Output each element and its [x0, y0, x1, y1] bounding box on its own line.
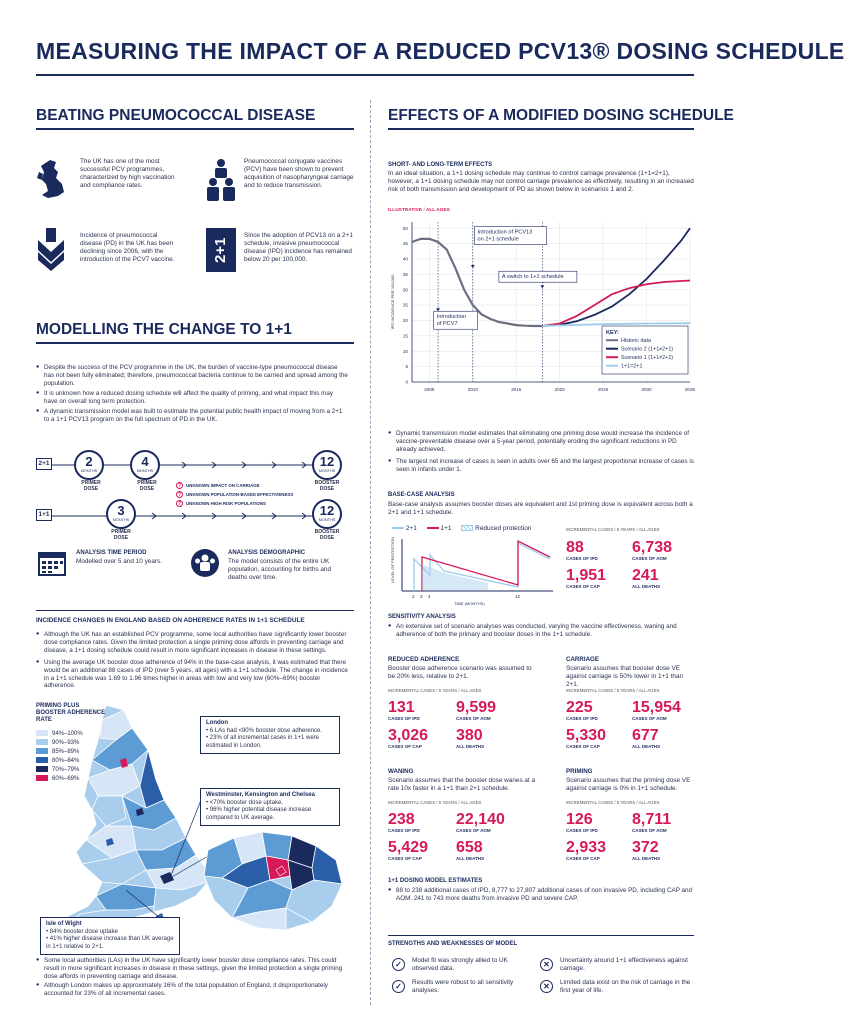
- uk-map-icon: [36, 158, 66, 200]
- beating-text-1: The UK has one of the most successful PCV programmes, characterized by high vaccination and compliance rates.: [80, 158, 175, 189]
- legend-item-2: 90%–93%: [36, 739, 83, 748]
- sens-bullet: ● An extensive set of scenario analyses was conducted, varying the vaccine effectiveness, waning and adherence of both the primary and booster doses in the 1+1 schedule.: [388, 623, 694, 639]
- row-11-label: 1+1: [36, 509, 52, 521]
- incidence-bottom-1: ● Some local authorities (LAs) in the UK have significantly lower booster dose compliance rates. This could result in more significant increases in disease in these settings, given the limited protection a single priming dose affords in preventing carriage and disease.: [36, 957, 350, 980]
- sens-block-adherence: REDUCED ADHERENCE Booster dose adherence scenario was assumed to be 20% less, relative to 2+1. INCREMENTAL CASES / 5 YEARS / ALL AGES: [388, 656, 532, 693]
- month-4-circle: 4 MONTHS: [130, 450, 160, 480]
- modelling-rule: [36, 342, 354, 344]
- adh-stat-2: 9,599 CASES OF AOM: [456, 699, 497, 721]
- estimates-title: 1+1 DOSING MODEL ESTIMATES: [388, 878, 483, 884]
- cross-icon: ✕: [540, 980, 553, 993]
- westminster-callout: [200, 788, 340, 826]
- down-arrow-icon: [36, 228, 66, 272]
- sens-title: SENSITIVITY ANALYSIS: [388, 614, 456, 620]
- base-stat-1: 88 CASES OF IPD: [566, 539, 598, 561]
- incidence-bullet-1: ● Although the UK has an established PCV programme, some local authorities have significantly lower booster dose compliance rates. Given the limited protection a single priming dose affords in preventing carriage and disease, a 1+1 dosing schedule could result in more significant increases in disease in these settings.: [36, 631, 350, 654]
- analysis-demo-text: The model consists of the entire UK population, accounting for births and deaths over time.: [228, 558, 332, 581]
- y-axis-label: IPD INCIDENCE PER 100,000: [390, 274, 395, 330]
- unknowns-list: [176, 481, 293, 508]
- pri-stat-1: 126 CASES OF IPD: [566, 811, 598, 833]
- sens-block-carriage: CARRIAGE Scenario assumes that booster dose VE against carriage is 50% lower in 1+1 than 2+1. INCREMENTAL CASES / 5 YEARS / ALL AGES: [566, 656, 684, 693]
- effects-title: EFFECTS OF A MODIFIED DOSING SCHEDULE: [388, 107, 734, 124]
- y-tick-label: 5: [405, 364, 408, 370]
- booster-label-2: BOOSTER DOSE: [314, 529, 340, 541]
- adh-stat-1: 131 CASES OF IPD: [388, 699, 420, 721]
- check-icon: ✓: [392, 980, 405, 993]
- sl-title: SHORT- AND LONG-TERM EFFECTS: [388, 162, 493, 168]
- westminster-title: Westminster, Kensington and Chelsea: [206, 792, 315, 798]
- tick-4: 4: [428, 594, 431, 599]
- effects-bullet-1: ● Dynamic transmission model estimates that eliminating one priming dose would increase the incidence of vaccine-preventable disease over a 5-year period, potentially eroding the significant reductions in PD already achieved.: [388, 430, 694, 453]
- adh-stat-3: 3,026 CASES OF CAP: [388, 727, 429, 749]
- base-stat-2: 6,738 CASES OF AOM: [632, 539, 673, 561]
- unknown-2: ? UNKNOWN POPULATION-BASED EFFECTIVENESS: [177, 492, 294, 498]
- row-11-arrows: [52, 513, 342, 519]
- incidence-bottom-2: ● Although London makes up approximately 16% of the total population of England, it disproportionately accounted for 23% of all incremental cases.: [36, 982, 350, 998]
- analysis-period-text: Modelled over 5 and 10 years.: [76, 558, 162, 565]
- event-marker: [471, 265, 475, 268]
- sens-block-priming: PRIMING Scenario assumes that the priming dose VE against carriage is 0% in 1+1 schedule. INCREMENTAL CASES / 5 YEARS / ALL AGES: [566, 768, 691, 805]
- westminster-b2: • 96% higher potential disease increase compared to UK average.: [206, 807, 312, 821]
- modelling-title: MODELLING THE CHANGE TO 1+1: [36, 321, 292, 338]
- event-marker: [540, 285, 544, 288]
- chart-legend-title: KEY:: [606, 330, 619, 336]
- estimates-text: ● 88 to 238 additional cases of IPD, 8,777 to 27,807 additional cases of non invasive PD, including CAP and AOM. 241 to 743 more deaths from invasive PD and severe CAP.: [388, 887, 694, 903]
- base-title: BASE-CASE ANALYSIS: [388, 492, 455, 498]
- check-icon: ✓: [392, 958, 405, 971]
- x-tick-label: 2010: [467, 387, 478, 392]
- strength-2: Results were robust to all sensitivity analyses.: [412, 979, 514, 994]
- row-21-label: 2+1: [36, 458, 52, 470]
- y-tick-label: 0: [405, 379, 408, 385]
- y-tick-label: 45: [402, 241, 408, 247]
- beating-rule: [36, 128, 354, 130]
- protection-chart: [388, 535, 558, 607]
- base-legend: 2+1 1+1 Reduced protection: [392, 525, 532, 532]
- page-title: MEASURING THE IMPACT OF A REDUCED PCV13® DOSING SCHEDULE: [36, 38, 845, 64]
- y-tick-label: 50: [402, 225, 408, 231]
- annotation-text: Introduction of PCV7: [436, 314, 466, 328]
- y-tick-label: 35: [402, 271, 408, 277]
- base-stat-3: 1,951 CASES OF CAP: [566, 567, 607, 589]
- wight-b1: • 84% booster dose uptake: [46, 928, 118, 935]
- modelling-bullet-3: ● A dynamic transmission model was built to estimate the potential public health impact of moving from a 2+1 to a 1+1 PCV13 program on the full spectrum of PD in the UK.: [36, 408, 348, 424]
- y-tick-label: 40: [402, 256, 408, 262]
- unknown-3: ? UNKNOWN HIGH RISK POPULATIONS: [177, 501, 266, 507]
- protection-xlabel: TIME (MONTHS): [454, 601, 485, 606]
- legend-item-4: 80%–84%: [36, 757, 83, 766]
- legend-label-3: Scenario 1 (1+1≠2+1): [621, 355, 674, 361]
- annotation-text: Introduction of PCV13 on 2+1 schedule: [477, 229, 533, 243]
- people-icon: [206, 158, 236, 202]
- modelling-bullet-1: ● Despite the success of the PCV programme in the UK, the burden of vaccine-type pneumococcal disease has not been fully eliminated; therefore, pneumococcal bacteria continue to be carried and spread among the population.: [36, 364, 348, 387]
- x-tick-label: 2025: [598, 387, 609, 392]
- month-12a-circle: 12 MONTHS: [312, 450, 342, 480]
- x-tick-label: 2030: [641, 387, 652, 392]
- car-stat-1: 225 CASES OF IPD: [566, 699, 598, 721]
- beating-title: BEATING PNEUMOCOCCAL DISEASE: [36, 107, 316, 124]
- y-tick-label: 15: [402, 333, 408, 339]
- legend-item-5: 70%–79%: [36, 766, 83, 775]
- y-tick-label: 20: [402, 318, 408, 324]
- base-inc-label: INCREMENTAL CASES / 5 YEARS / ALL AGES: [566, 527, 660, 532]
- legend-label-1: Historic data: [621, 338, 651, 344]
- month-3-circle: 3 MONTHS: [106, 499, 136, 529]
- x-tick-label: 2005: [424, 387, 435, 392]
- month-12b-circle: 12 MONTHS: [312, 499, 342, 529]
- unknown-1: ? UNKNOWN IMPACT ON CARRIAGE: [177, 483, 260, 489]
- y-tick-label: 30: [402, 287, 408, 293]
- event-marker: [436, 308, 440, 311]
- tick-3: 3: [420, 594, 423, 599]
- primer-label-1: PRIMER DOSE: [81, 480, 101, 492]
- calendar-icon: [38, 550, 66, 576]
- x-tick-label: 2015: [511, 387, 522, 392]
- base-stat-4: 241 ALL DEATHS: [632, 567, 661, 589]
- london-title: London: [206, 720, 228, 726]
- wight-b2: • 41% higher disease increase than UK average in 1+1 relative to 2+1.: [46, 936, 174, 950]
- title-rule: [36, 74, 694, 76]
- adh-stat-4: 380 ALL DEATHS: [456, 727, 485, 749]
- london-b2: • 23% of all incremental cases in 1+1 were estimated in London.: [206, 735, 320, 749]
- primer-label-3: PRIMER DOSE: [111, 529, 131, 541]
- beating-text-3: Incidence of pneumococcal disease (PD) in the UK has been declining since 2006, with the introduction of the PCV7 vaccine.: [80, 232, 175, 263]
- analysis-demo-title: ANALYSIS DEMOGRAPHIC: [228, 550, 306, 556]
- ipd-incidence-chart: [388, 214, 694, 406]
- sens-block-waning: WANING Scenario assumes that the booster dose wanes at a rate 10x faster in a 1+1 than 2+1 schedule. INCREMENTAL CASES / 5 YEARS / ALL AGES: [388, 768, 536, 805]
- legend-label-2: Scenario 2 (1+1≠2+1): [621, 346, 674, 353]
- wan-stat-4: 658 ALL DEATHS: [456, 839, 485, 861]
- x-tick-label: 2035: [684, 387, 696, 392]
- wight-title: Isle of Wight: [46, 921, 82, 927]
- weakness-2: Limited data exist on the risk of carriage in the first year of life.: [560, 979, 691, 994]
- legend-title: PRIMING PLUS BOOSTER ADHERENCE RATE: [36, 703, 106, 723]
- strength-1: Model fit was strongly allied to UK observed data.: [412, 957, 508, 972]
- sw-title: STRENGTHS AND WEAKNESSES OF MODEL: [388, 941, 518, 947]
- legend-item-1: 94%–100%: [36, 730, 83, 739]
- column-divider: [370, 100, 371, 1005]
- pri-stat-3: 2,933 CASES OF CAP: [566, 839, 607, 861]
- x-tick-label: 2020: [554, 387, 565, 392]
- y-tick-label: 25: [402, 302, 408, 308]
- car-stat-2: 15,954 CASES OF AOM: [632, 699, 681, 721]
- legend-item-6: 60%–69%: [36, 775, 83, 784]
- annotation-text: A switch to 1+1 schedule: [501, 274, 564, 281]
- cross-icon: ✕: [540, 958, 553, 971]
- incidence-title: INCIDENCE CHANGES IN ENGLAND BASED ON ADHERENCE RATES IN 1+1 SCHEDULE: [36, 617, 305, 624]
- pri-stat-2: 8,711 CASES OF AOM: [632, 811, 672, 833]
- modelling-bullet-2: ● It is unknown how a reduced dosing schedule will affect the quality of priming, and what impact this may have on overall long term protection.: [36, 390, 348, 406]
- sw-rule: [388, 935, 694, 936]
- westminster-b1: • <70% booster dose uptake.: [206, 799, 283, 806]
- booster-label-1: BOOSTER DOSE: [314, 480, 340, 492]
- base-text: Base-case analysis assumes booster doses are equivalent and 1st priming dose is equivalent across both a 2+1 and 1+1 schedule.: [388, 501, 693, 516]
- incidence-rule: [36, 610, 354, 611]
- london-b1: • 6 LAs had <80% booster dose adherence.: [206, 727, 323, 734]
- sl-text: In an ideal situation, a 1+1 dosing schedule may continue to control carriage prevalence (1+1=2+1), however, a 1+1 dosing schedule may not control carriage prevalence as effectively, resulting in an increased risk of both transmission and development of PD as shown below in scenarios 1 and 2.: [388, 170, 694, 193]
- schedule-21-icon: 2+1: [206, 228, 236, 272]
- car-stat-4: 677 ALL DEATHS: [632, 727, 661, 749]
- wan-stat-3: 5,429 CASES OF CAP: [388, 839, 429, 861]
- london-callout: [200, 716, 340, 754]
- wan-stat-2: 22,140 CASES OF AOM: [456, 811, 505, 833]
- month-2-circle: 2 MONTHS: [74, 450, 104, 480]
- wan-stat-1: 238 CASES OF IPD: [388, 811, 420, 833]
- tick-2: 2: [412, 594, 415, 599]
- pri-stat-4: 372 ALL DEATHS: [632, 839, 661, 861]
- beating-text-2: Pneumococcal conjugate vaccines (PCV) have been shown to prevent acquisition of nasopharyngeal carriage and to reduce transmission.: [244, 158, 354, 189]
- incidence-bullet-2: ● Using the average UK booster dose adherence of 94% in the base-case analysis, it was estimated that there would be an additional 88 cases of IPD (over 5 years, all ages) with a 1+1 schedule. The change in incidence in a 1+1 schedule was 1.69 to 1.96 times higher in areas with low and very low (60%–69%) booster adherence.: [36, 659, 350, 690]
- illustrative-tag: ILLUSTRATIVE / ALL AGES: [388, 208, 450, 213]
- primer-label-2: PRIMER DOSE: [137, 480, 157, 492]
- analysis-period-title: ANALYSIS TIME PERIOD: [76, 550, 147, 556]
- effects-bullet-2: ● The largest net increase of cases is seen in adults over 65 and the largest proportional increase of cases is seen in infants under 1.: [388, 458, 694, 474]
- protection-ylabel: LEVEL OF PROTECTION: [390, 536, 395, 583]
- legend-item-3: 85%–89%: [36, 748, 83, 757]
- tick-12: 12: [515, 594, 521, 599]
- y-tick-label: 10: [402, 348, 408, 354]
- beating-text-4: Since the adoption of PCV13 on a 2+1 schedule, invasive pneumococcal disease (IPD) incidence has remained below 20 per 100,000.: [244, 232, 353, 263]
- wight-callout: [40, 917, 180, 955]
- map-legend: [36, 730, 83, 784]
- weakness-1: Uncertainty around 1+1 effectiveness against carriage.: [560, 957, 688, 972]
- car-stat-3: 5,330 CASES OF CAP: [566, 727, 607, 749]
- population-icon: [190, 548, 220, 578]
- effects-rule: [388, 128, 694, 130]
- legend-label-4: 1+1=2+1: [621, 363, 643, 370]
- london-inset-map: [204, 832, 342, 930]
